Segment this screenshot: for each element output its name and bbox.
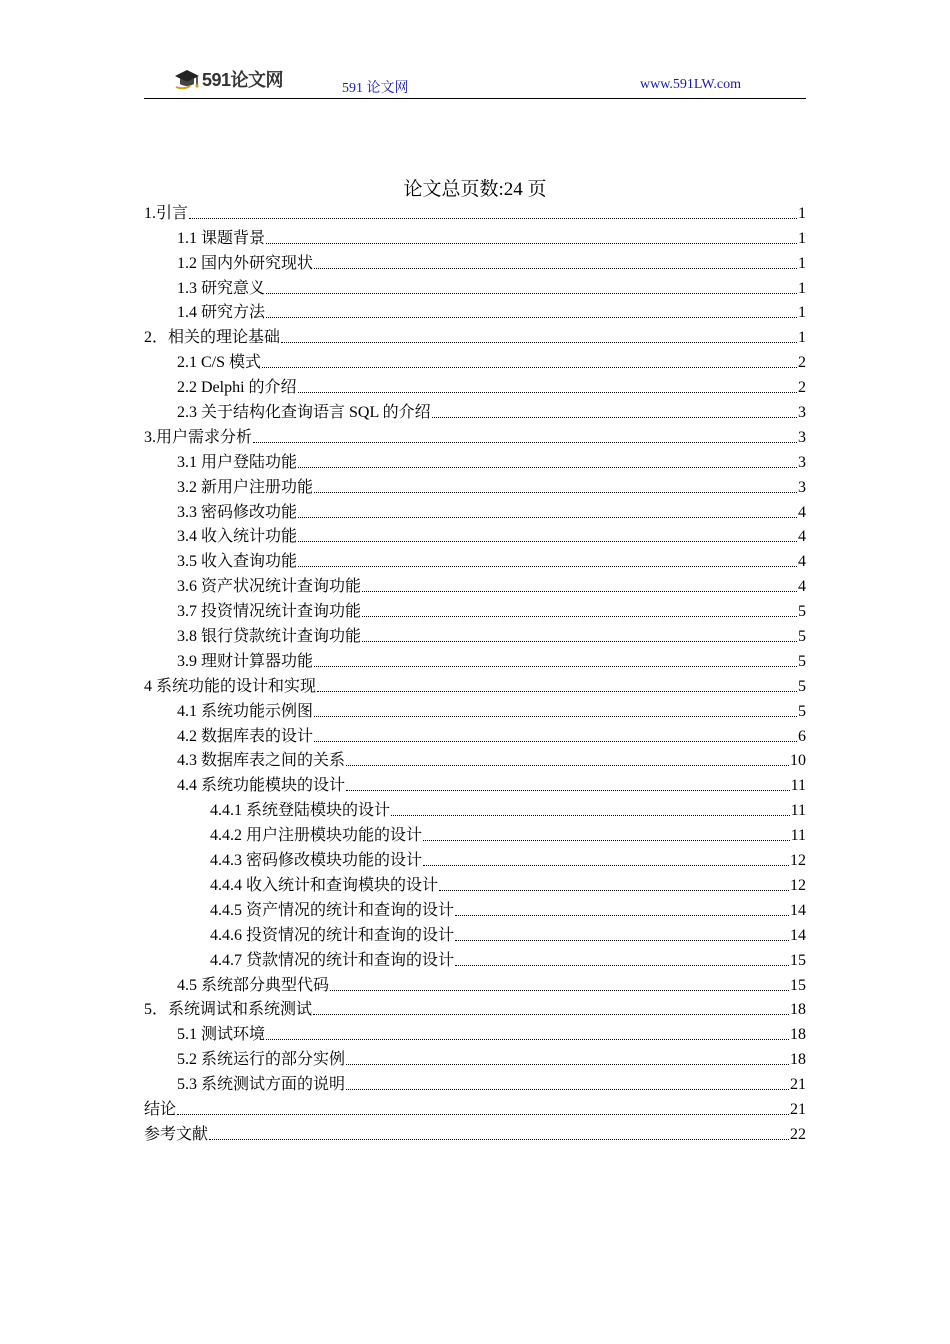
toc-entry-label: 5.2 系统运行的部分实例 <box>177 1051 346 1069</box>
toc-entry[interactable] <box>144 697 806 722</box>
toc-dot-leader <box>298 391 797 393</box>
toc-dot-leader <box>314 665 797 667</box>
toc-entry-label: 3.用户需求分析 <box>144 428 253 446</box>
toc-dot-leader <box>266 242 797 244</box>
toc-dot-leader <box>362 640 797 642</box>
toc-entry-page: 2 <box>798 379 806 397</box>
toc-entry-page: 21 <box>790 1100 806 1118</box>
toc-dot-leader <box>189 217 797 219</box>
toc-dot-leader <box>314 740 797 742</box>
toc-dot-leader <box>298 466 797 468</box>
toc-entry-page: 1 <box>798 204 806 222</box>
toc-dot-leader <box>313 1013 789 1015</box>
toc-dot-leader <box>362 615 797 617</box>
toc-entry-page: 5 <box>798 628 806 646</box>
toc-entry[interactable] <box>144 1095 806 1120</box>
toc-entry-page: 18 <box>790 1026 806 1044</box>
toc-entry-page: 1 <box>798 304 806 322</box>
site-logo[interactable] <box>174 66 283 92</box>
toc-dot-leader <box>314 715 797 717</box>
toc-entry-label: 4.4.1 系统登陆模块的设计 <box>210 802 391 820</box>
toc-entry[interactable] <box>144 871 806 896</box>
toc-entry-label: 3.7 投资情况统计查询功能 <box>177 603 362 621</box>
toc-entry[interactable] <box>144 1070 806 1095</box>
toc-entry-label: 3.4 收入统计功能 <box>177 528 298 546</box>
toc-dot-leader <box>346 789 790 791</box>
toc-entry-label: 3.9 理财计算器功能 <box>177 652 314 670</box>
toc-dot-leader <box>314 267 797 269</box>
toc-entry-page: 5 <box>798 677 806 695</box>
toc-entry-page: 14 <box>790 926 806 944</box>
toc-entry-label: 4.4.3 密码修改模块功能的设计 <box>210 852 423 870</box>
toc-entry-page: 11 <box>790 802 806 820</box>
toc-dot-leader <box>266 316 797 318</box>
toc-entry[interactable] <box>144 572 806 597</box>
toc-entry[interactable] <box>144 398 806 423</box>
toc-entry-page: 5 <box>798 702 806 720</box>
toc-entry[interactable] <box>144 348 806 373</box>
toc-entry-label: 1.引言 <box>144 204 189 222</box>
toc-entry-label: 3.8 银行贷款统计查询功能 <box>177 628 362 646</box>
toc-entry-page: 2 <box>798 354 806 372</box>
toc-entry-label: 2.1 C/S 模式 <box>177 354 262 372</box>
site-name-link[interactable]: 591 论文网 <box>342 81 409 96</box>
toc-entry[interactable] <box>144 323 806 348</box>
toc-entry-page: 3 <box>798 428 806 446</box>
toc-entry-page: 5 <box>798 652 806 670</box>
toc-entry-page: 11 <box>790 777 806 795</box>
toc-entry[interactable] <box>144 846 806 871</box>
toc-entry[interactable] <box>144 946 806 971</box>
toc-entry-page: 18 <box>790 1001 806 1019</box>
toc-entry-page: 11 <box>790 827 806 845</box>
toc-entry-page: 4 <box>798 578 806 596</box>
toc-entry[interactable] <box>144 821 806 846</box>
toc-entry-page: 1 <box>798 329 806 347</box>
toc-entry-label: 4.4 系统功能模块的设计 <box>177 777 346 795</box>
toc-entry-label: 1.1 课题背景 <box>177 229 266 247</box>
toc-entry[interactable] <box>144 473 806 498</box>
page-title: 论文总页数:24 页 <box>403 179 547 200</box>
toc-entry[interactable] <box>144 224 806 249</box>
toc-entry-label: 4.4.2 用户注册模块功能的设计 <box>210 827 423 845</box>
toc-entry-page: 5 <box>798 603 806 621</box>
toc-entry[interactable] <box>144 547 806 572</box>
toc-entry-page: 15 <box>790 951 806 969</box>
toc-entry-label: 3.1 用户登陆功能 <box>177 453 298 471</box>
toc-entry-page: 12 <box>790 876 806 894</box>
page-header <box>144 62 806 99</box>
toc-dot-leader <box>281 341 797 343</box>
toc-entry[interactable] <box>144 1045 806 1070</box>
toc-entry-label: 1.4 研究方法 <box>177 304 266 322</box>
toc-dot-leader <box>314 491 797 493</box>
toc-dot-leader <box>298 540 797 542</box>
toc-entry[interactable] <box>144 622 806 647</box>
toc-dot-leader <box>262 366 797 368</box>
toc-dot-leader <box>346 1088 789 1090</box>
toc-entry[interactable] <box>144 448 806 473</box>
toc-entry[interactable] <box>144 199 806 224</box>
toc-entry[interactable] <box>144 921 806 946</box>
toc-entry-label: 5.3 系统测试方面的说明 <box>177 1076 346 1094</box>
toc-dot-leader <box>177 1113 789 1115</box>
toc-dot-leader <box>298 565 797 567</box>
toc-entry-page: 14 <box>790 901 806 919</box>
toc-entry-page: 22 <box>790 1125 806 1143</box>
toc-entry[interactable] <box>144 373 806 398</box>
toc-dot-leader <box>455 914 789 916</box>
toc-entry[interactable] <box>144 423 806 448</box>
toc-entry[interactable] <box>144 722 806 747</box>
table-of-contents <box>144 199 806 1145</box>
toc-entry-page: 4 <box>798 503 806 521</box>
toc-entry-page: 1 <box>798 229 806 247</box>
site-url-link[interactable]: www.591LW.com <box>640 77 741 92</box>
toc-entry-label: 4.4.4 收入统计和查询模块的设计 <box>210 876 439 894</box>
toc-entry-label: 4.3 数据库表之间的关系 <box>177 752 346 770</box>
toc-entry[interactable] <box>144 771 806 796</box>
toc-entry[interactable] <box>144 299 806 324</box>
toc-entry-label: 结论 <box>144 1100 177 1118</box>
toc-entry-label: 2.2 Delphi 的介绍 <box>177 379 297 397</box>
toc-entry-label: 3.5 收入查询功能 <box>177 553 298 571</box>
toc-entry-page: 1 <box>798 254 806 272</box>
toc-entry-label: 2．相关的理论基础 <box>144 329 281 347</box>
toc-entry-label: 3.2 新用户注册功能 <box>177 478 314 496</box>
toc-entry-page: 4 <box>798 553 806 571</box>
toc-dot-leader <box>209 1138 789 1140</box>
toc-entry-page: 10 <box>790 752 806 770</box>
toc-dot-leader <box>266 292 797 294</box>
toc-entry[interactable] <box>144 498 806 523</box>
toc-entry-label: 4.5 系统部分典型代码 <box>177 976 330 994</box>
logo-text: 591论文网 <box>202 70 284 90</box>
toc-dot-leader <box>298 516 797 518</box>
toc-entry[interactable] <box>144 747 806 772</box>
toc-dot-leader <box>455 939 789 941</box>
toc-entry[interactable] <box>144 1120 806 1145</box>
toc-entry[interactable] <box>144 647 806 672</box>
toc-dot-leader <box>439 889 789 891</box>
toc-entry-page: 18 <box>790 1051 806 1069</box>
toc-entry[interactable] <box>144 672 806 697</box>
toc-entry[interactable] <box>144 597 806 622</box>
toc-entry-label: 1.2 国内外研究现状 <box>177 254 314 272</box>
toc-entry[interactable] <box>144 971 806 996</box>
toc-entry-page: 15 <box>790 976 806 994</box>
toc-entry-label: 4 系统功能的设计和实现 <box>144 677 317 695</box>
toc-entry[interactable] <box>144 996 806 1021</box>
toc-entry-label: 5．系统调试和系统测试 <box>144 1001 313 1019</box>
toc-dot-leader <box>432 416 797 418</box>
graduation-cap-icon <box>174 67 200 91</box>
toc-entry-page: 3 <box>798 404 806 422</box>
toc-entry-page: 1 <box>798 279 806 297</box>
toc-entry[interactable] <box>144 249 806 274</box>
toc-entry-label: 4.1 系统功能示例图 <box>177 702 314 720</box>
toc-entry-label: 5.1 测试环境 <box>177 1026 266 1044</box>
toc-entry-page: 21 <box>790 1076 806 1094</box>
toc-entry-label: 4.4.7 贷款情况的统计和查询的设计 <box>210 951 455 969</box>
toc-entry-page: 12 <box>790 852 806 870</box>
toc-entry-page: 3 <box>798 453 806 471</box>
toc-entry-label: 1.3 研究意义 <box>177 279 266 297</box>
toc-dot-leader <box>346 764 789 766</box>
toc-entry[interactable] <box>144 523 806 548</box>
toc-dot-leader <box>455 964 789 966</box>
toc-dot-leader <box>266 1038 789 1040</box>
toc-dot-leader <box>362 590 797 592</box>
toc-entry-label: 4.4.5 资产情况的统计和查询的设计 <box>210 901 455 919</box>
toc-entry[interactable] <box>144 796 806 821</box>
toc-dot-leader <box>330 989 789 991</box>
toc-dot-leader <box>423 864 789 866</box>
toc-dot-leader <box>346 1063 789 1065</box>
toc-entry-label: 参考文献 <box>144 1125 209 1143</box>
toc-dot-leader <box>423 839 790 841</box>
toc-entry-label: 4.2 数据库表的设计 <box>177 727 314 745</box>
toc-entry-page: 4 <box>798 528 806 546</box>
toc-entry-page: 6 <box>798 727 806 745</box>
toc-entry-label: 3.6 资产状况统计查询功能 <box>177 578 362 596</box>
toc-entry-label: 3.3 密码修改功能 <box>177 503 298 521</box>
toc-dot-leader <box>253 441 797 443</box>
toc-entry-label: 2.3 关于结构化查询语言 SQL 的介绍 <box>177 404 431 422</box>
toc-entry-page: 3 <box>798 478 806 496</box>
toc-entry-label: 4.4.6 投资情况的统计和查询的设计 <box>210 926 455 944</box>
toc-entry[interactable] <box>144 1020 806 1045</box>
toc-dot-leader <box>317 690 797 692</box>
toc-entry[interactable] <box>144 274 806 299</box>
toc-dot-leader <box>391 814 790 816</box>
toc-entry[interactable] <box>144 896 806 921</box>
